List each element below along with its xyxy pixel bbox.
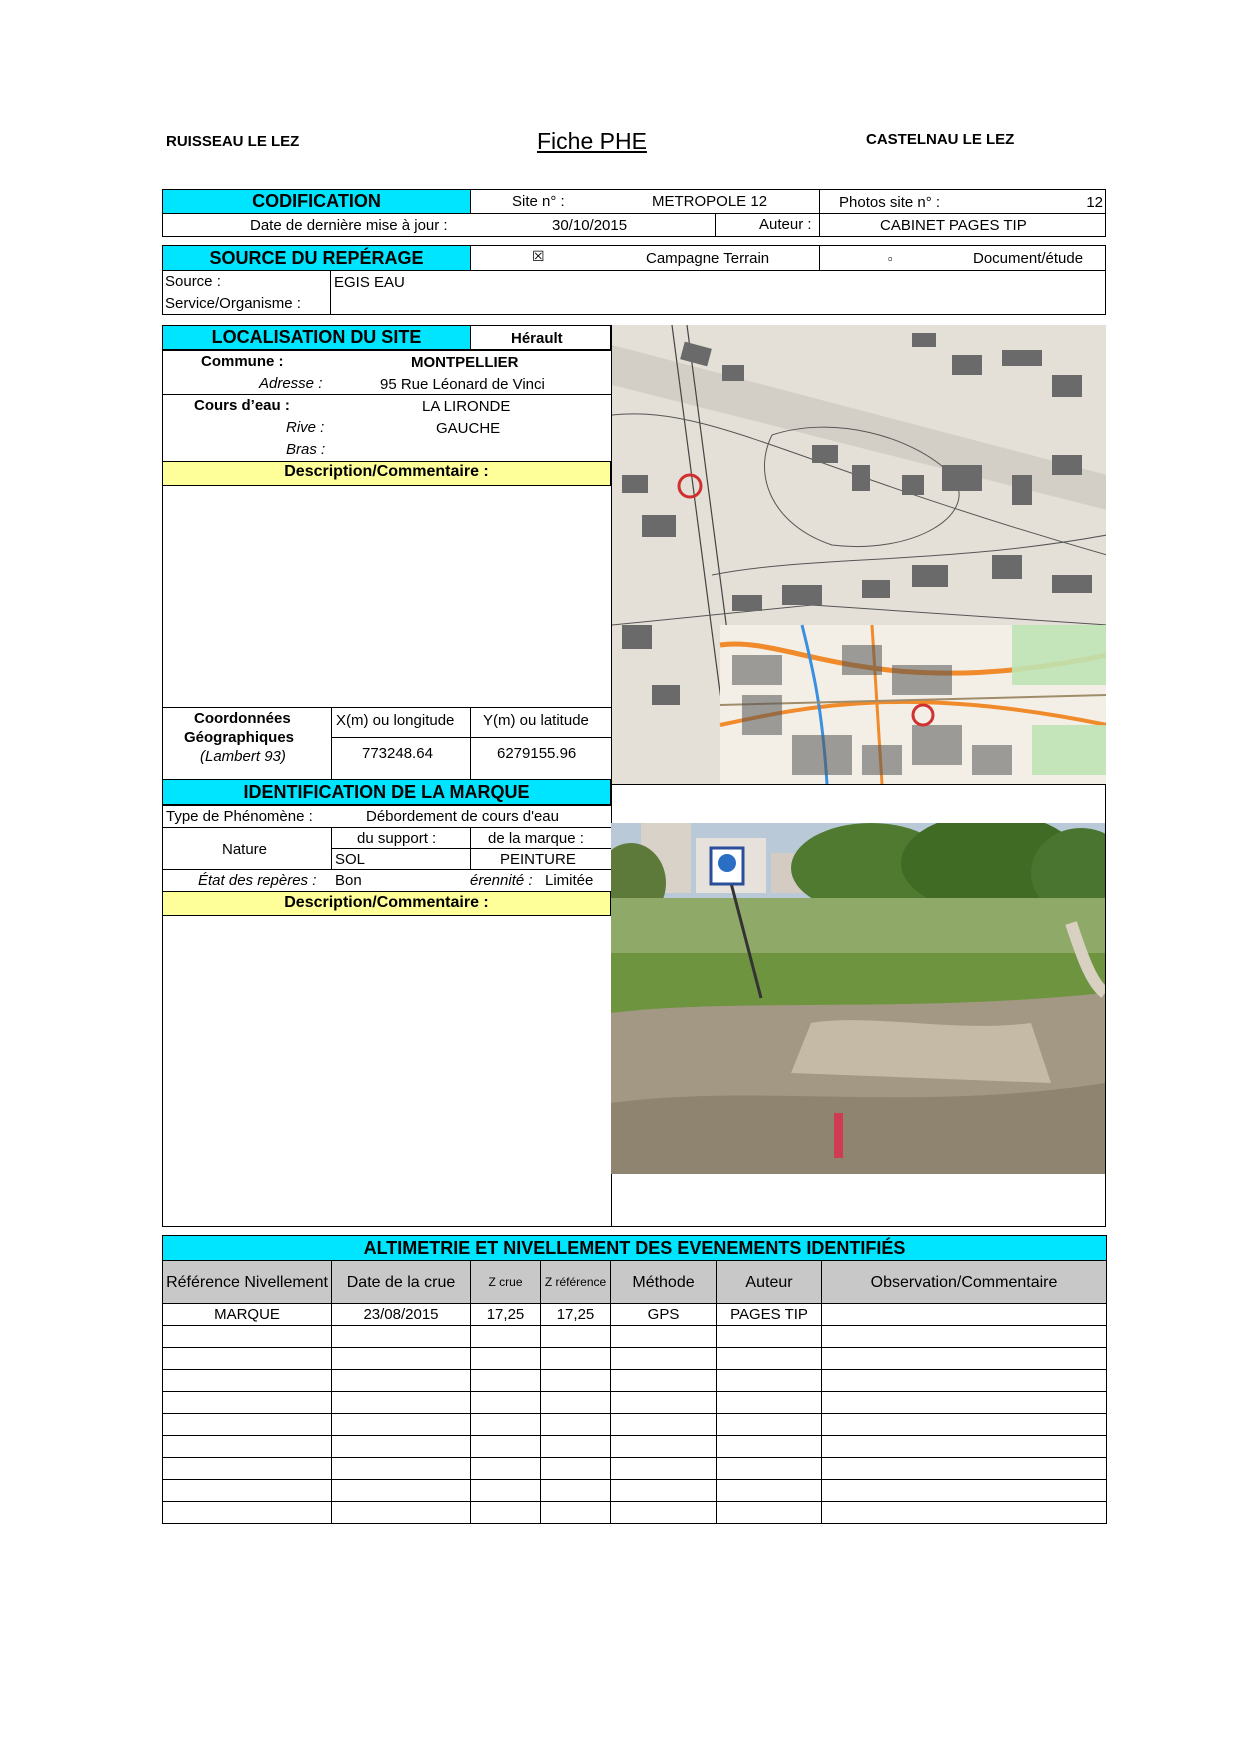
cell-observation[interactable] — [822, 1480, 1107, 1502]
perennite-value: Limitée — [545, 872, 594, 889]
header-left: RUISSEAU LE LEZ — [166, 133, 300, 150]
cell-observation[interactable] — [822, 1502, 1107, 1524]
etat-label: État des repères : — [198, 872, 317, 889]
type-label: Type de Phénomène : — [166, 808, 313, 825]
cell-z-crue[interactable] — [471, 1392, 541, 1414]
cell-date-crue[interactable] — [332, 1414, 471, 1436]
coords-label-2: Géographiques — [184, 729, 295, 746]
cell-auteur[interactable] — [717, 1414, 822, 1436]
description-area-2[interactable] — [163, 917, 610, 1225]
cell-methode[interactable] — [611, 1480, 717, 1502]
cell-auteur[interactable]: PAGES TIP — [717, 1304, 822, 1326]
cell-auteur[interactable] — [717, 1326, 822, 1348]
table-row-empty — [163, 1392, 1107, 1414]
adresse-value: 95 Rue Léonard de Vinci — [380, 376, 545, 393]
cell-ref-nivellement[interactable]: MARQUE — [163, 1304, 332, 1326]
marque-label: de la marque : — [488, 830, 584, 847]
table-row-empty — [163, 1436, 1107, 1458]
cell-auteur[interactable] — [717, 1502, 822, 1524]
cell-z-reference[interactable] — [541, 1348, 611, 1370]
cell-z-crue[interactable]: 17,25 — [471, 1304, 541, 1326]
flood-mark-icon — [834, 1113, 843, 1158]
altimetrie-title: ALTIMETRIE ET NIVELLEMENT DES EVENEMENTS IDENTIFIÉS — [163, 1236, 1107, 1261]
etat-value: Bon — [335, 872, 362, 889]
cell-auteur[interactable] — [717, 1436, 822, 1458]
cell-methode[interactable] — [611, 1326, 717, 1348]
codification-site-row — [470, 189, 1106, 214]
source-body — [162, 270, 1106, 315]
y-value: 6279155.96 — [497, 745, 577, 762]
cell-z-crue[interactable] — [471, 1370, 541, 1392]
site-value: METROPOLE 12 — [652, 193, 768, 210]
cell-date-crue[interactable] — [332, 1392, 471, 1414]
site-label: Site n° : — [512, 193, 565, 210]
checkbox-document[interactable]: ▫ — [888, 251, 893, 266]
cell-z-reference[interactable] — [541, 1370, 611, 1392]
cours-label: Cours d’eau : — [194, 397, 290, 414]
cell-z-reference[interactable] — [541, 1392, 611, 1414]
cell-observation[interactable] — [822, 1436, 1107, 1458]
auteur-value: CABINET PAGES TIP — [880, 217, 1027, 234]
y-label: Y(m) ou latitude — [483, 712, 589, 729]
localisation-title: LOCALISATION DU SITE — [211, 327, 422, 347]
cell-observation[interactable] — [822, 1458, 1107, 1480]
date-label: Date de dernière mise à jour : — [250, 217, 448, 234]
identification-title: IDENTIFICATION DE LA MARQUE — [243, 782, 530, 802]
cell-date-crue[interactable] — [332, 1502, 471, 1524]
column-header-methode: Méthode — [611, 1261, 717, 1304]
cell-z-reference[interactable]: 17,25 — [541, 1304, 611, 1326]
source-section — [162, 245, 1106, 315]
cell-ref-nivellement[interactable] — [163, 1370, 332, 1392]
table-row-empty — [163, 1414, 1107, 1436]
date-value: 30/10/2015 — [552, 217, 628, 234]
type-value: Débordement de cours d'eau — [366, 808, 559, 825]
table-row — [163, 1304, 1107, 1326]
table-row-empty — [163, 1348, 1107, 1370]
source-value: EGIS EAU — [334, 274, 405, 291]
x-label: X(m) ou longitude — [336, 712, 455, 729]
nature-label: Nature — [222, 841, 268, 858]
cell-date-crue[interactable] — [332, 1370, 471, 1392]
coords-label-3: (Lambert 93) — [200, 748, 286, 765]
cell-z-crue[interactable] — [471, 1414, 541, 1436]
site-map[interactable] — [611, 325, 1106, 784]
column-header-z-crue: Z crue — [471, 1261, 541, 1304]
cell-ref-nivellement[interactable] — [163, 1480, 332, 1502]
cell-auteur[interactable] — [717, 1348, 822, 1370]
cell-methode[interactable] — [611, 1436, 717, 1458]
cell-z-crue[interactable] — [471, 1348, 541, 1370]
column-header-ref-nivellement: Référence Nivellement — [163, 1261, 332, 1304]
table-row-empty — [163, 1502, 1107, 1524]
adresse-label: Adresse : — [259, 375, 323, 392]
cell-ref-nivellement[interactable] — [163, 1348, 332, 1370]
commune-label: Commune : — [201, 353, 284, 370]
cell-z-reference[interactable] — [541, 1458, 611, 1480]
column-header-z-reference: Z référence — [541, 1261, 611, 1304]
checkbox-terrain[interactable]: ☒ — [532, 248, 545, 264]
rive-value: GAUCHE — [436, 420, 501, 437]
description-area-1[interactable] — [163, 487, 610, 707]
bras-label: Bras : — [286, 441, 326, 458]
cell-ref-nivellement[interactable] — [163, 1502, 332, 1524]
description-label-1: Description/Commentaire : — [284, 463, 489, 480]
support-value: SOL — [335, 851, 366, 868]
departement-value: Hérault — [511, 330, 563, 347]
cell-observation[interactable] — [822, 1304, 1107, 1326]
altimetrie-table — [162, 1235, 1107, 1524]
cell-z-reference[interactable] — [541, 1414, 611, 1436]
cell-date-crue[interactable] — [332, 1480, 471, 1502]
cell-observation[interactable] — [822, 1326, 1107, 1348]
table-row-empty — [163, 1370, 1107, 1392]
perennite-label: érennité : — [470, 872, 533, 889]
marque-value: PEINTURE — [500, 851, 576, 868]
cell-ref-nivellement[interactable] — [163, 1392, 332, 1414]
codification-title: CODIFICATION — [252, 191, 381, 211]
cell-z-reference[interactable] — [541, 1436, 611, 1458]
cell-methode[interactable] — [611, 1414, 717, 1436]
ign-inset-map — [720, 625, 1106, 784]
cell-observation[interactable] — [822, 1370, 1107, 1392]
cell-date-crue[interactable] — [332, 1436, 471, 1458]
photos-label: Photos site n° : — [839, 194, 941, 211]
cell-z-crue[interactable] — [471, 1458, 541, 1480]
cell-methode[interactable] — [611, 1348, 717, 1370]
cell-observation[interactable] — [822, 1392, 1107, 1414]
column-header-auteur: Auteur — [717, 1261, 822, 1304]
coords-label-1: Coordonnées — [194, 710, 291, 727]
x-value: 773248.64 — [362, 745, 433, 762]
site-photo-image — [611, 823, 1105, 1174]
option-document-label: Document/étude — [973, 250, 1084, 267]
option-terrain-label: Campagne Terrain — [646, 250, 770, 267]
cell-observation[interactable] — [822, 1348, 1107, 1370]
column-header-date-crue: Date de la crue — [332, 1261, 471, 1304]
commune-value: MONTPELLIER — [411, 354, 519, 371]
cell-ref-nivellement[interactable] — [163, 1436, 332, 1458]
site-photo[interactable] — [611, 823, 1105, 1174]
cell-methode[interactable] — [611, 1370, 717, 1392]
source-title: SOURCE DU REPÉRAGE — [209, 248, 424, 268]
cell-ref-nivellement[interactable] — [163, 1458, 332, 1480]
table-row-empty — [163, 1480, 1107, 1502]
cell-auteur[interactable] — [717, 1370, 822, 1392]
header-right: CASTELNAU LE LEZ — [866, 131, 1015, 148]
service-label: Service/Organisme : — [165, 295, 301, 312]
cell-methode[interactable] — [611, 1392, 717, 1414]
description-label-2: Description/Commentaire : — [284, 894, 489, 911]
cell-date-crue[interactable] — [332, 1326, 471, 1348]
cell-observation[interactable] — [822, 1414, 1107, 1436]
cell-z-reference[interactable] — [541, 1326, 611, 1348]
cell-z-reference[interactable] — [541, 1480, 611, 1502]
auteur-label: Auteur : — [759, 216, 812, 233]
cell-z-crue[interactable] — [471, 1480, 541, 1502]
cell-date-crue[interactable] — [332, 1348, 471, 1370]
cell-auteur[interactable] — [717, 1458, 822, 1480]
cell-ref-nivellement[interactable] — [163, 1414, 332, 1436]
cell-methode[interactable] — [611, 1458, 717, 1480]
photos-value: 12 — [1086, 194, 1103, 211]
cell-z-reference[interactable] — [541, 1502, 611, 1524]
cell-z-crue[interactable] — [471, 1436, 541, 1458]
cell-methode[interactable]: GPS — [611, 1304, 717, 1326]
rive-label: Rive : — [286, 419, 325, 436]
cell-auteur[interactable] — [717, 1480, 822, 1502]
cell-z-crue[interactable] — [471, 1326, 541, 1348]
source-label: Source : — [165, 273, 221, 290]
column-header-observation: Observation/Commentaire — [822, 1261, 1107, 1304]
support-label: du support : — [357, 830, 437, 847]
cours-value: LA LIRONDE — [422, 398, 511, 415]
cadastral-map — [612, 325, 1106, 784]
table-row-empty — [163, 1458, 1107, 1480]
page-title: Fiche PHE — [537, 128, 647, 154]
table-row-empty — [163, 1326, 1107, 1348]
cell-z-crue[interactable] — [471, 1502, 541, 1524]
cell-date-crue[interactable]: 23/08/2015 — [332, 1304, 471, 1326]
codification-section — [162, 189, 1106, 237]
cell-date-crue[interactable] — [332, 1458, 471, 1480]
cell-ref-nivellement[interactable] — [163, 1326, 332, 1348]
cell-auteur[interactable] — [717, 1392, 822, 1414]
cell-methode[interactable] — [611, 1502, 717, 1524]
